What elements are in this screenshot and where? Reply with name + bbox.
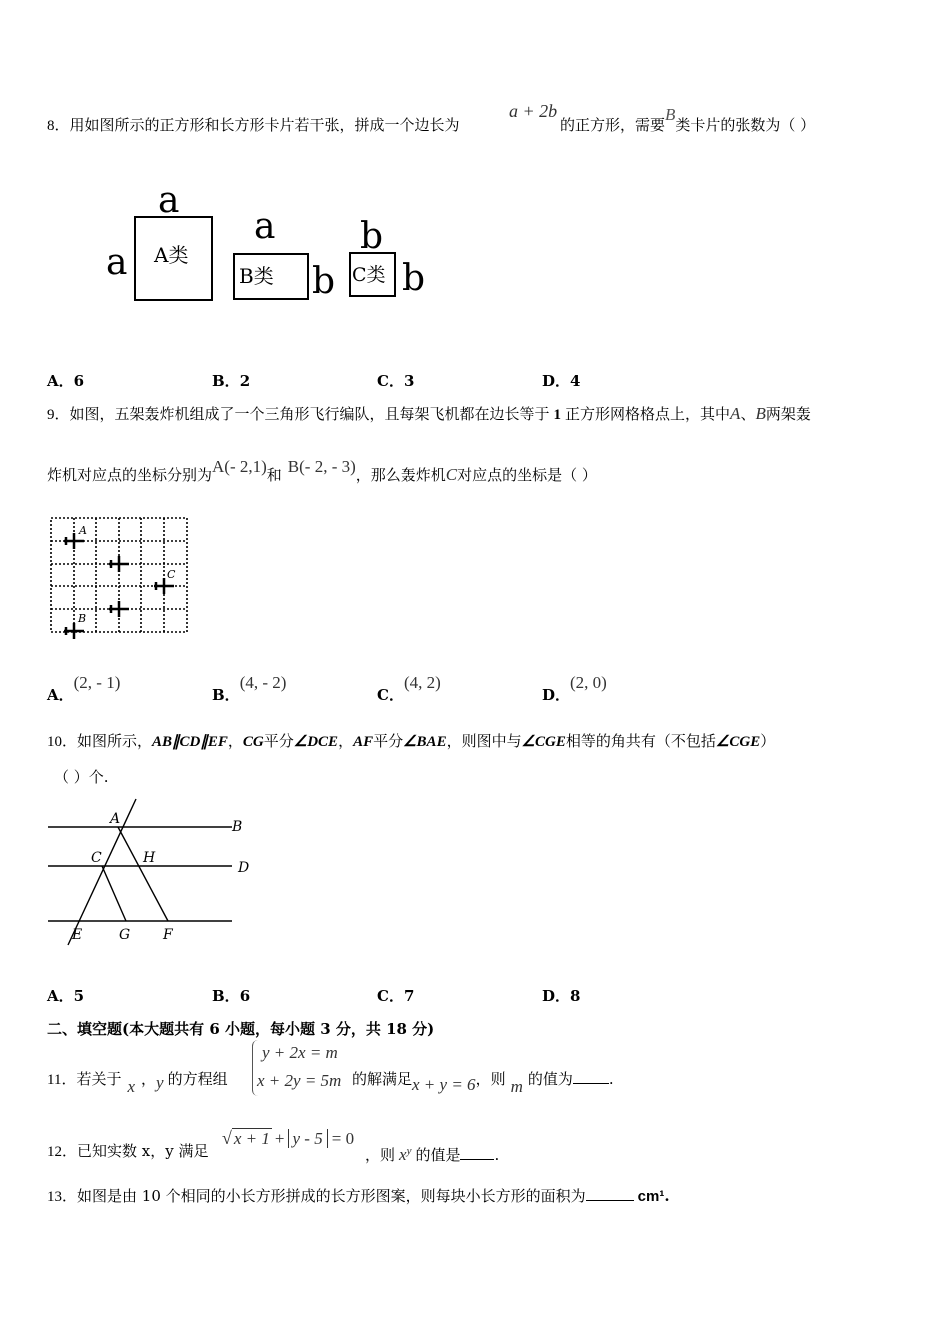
q8-stem-2 — [560, 105, 816, 135]
q8-fig-a-left: a — [106, 242, 128, 283]
q11-var-x: x — [127, 1077, 136, 1096]
q9-coord-a: A(- 2,1) — [212, 457, 267, 476]
q8-fig-c-top: b — [360, 216, 384, 257]
q11-text-b: 的方程组 — [167, 1070, 228, 1088]
q12-text-c: 的值是 — [415, 1146, 461, 1164]
q10-label-c: C — [91, 850, 102, 866]
q12-stem — [47, 1141, 209, 1162]
q8-opt-a-value: 6 — [73, 372, 85, 390]
q10-opt-c-value: 7 — [403, 987, 415, 1005]
q9-opt-b-value: (4, - 2) — [239, 673, 287, 692]
q8-option-d — [542, 370, 580, 391]
q9-option-b — [212, 673, 287, 705]
q9-coord-b: B(- 2, - 3) — [287, 457, 356, 476]
q9-opt-d-value: (2, 0) — [570, 673, 607, 692]
q11-end: . — [608, 1070, 614, 1088]
q10-rel1: AB∥CD∥EF — [152, 734, 228, 750]
q9-plane-b-icon — [64, 623, 84, 639]
q10-label-b: B — [232, 819, 243, 835]
q10-label-g: G — [119, 927, 131, 943]
q9-option-c — [377, 673, 441, 705]
q12-end: . — [494, 1146, 500, 1164]
q13-stem — [47, 1186, 670, 1207]
q10-label-h: H — [143, 850, 156, 866]
q9-option-a — [47, 673, 121, 705]
q9-label-a: A — [79, 524, 87, 537]
q10-line1 — [47, 731, 775, 752]
q11-var-m: m — [510, 1077, 523, 1096]
q12-text-b: ，则 — [365, 1146, 396, 1164]
q11-condition: x + y = 6 — [412, 1075, 476, 1094]
q9-line2-c: 对应点的坐标是（ ） — [457, 466, 597, 484]
q9-opt-c-value: (4, 2) — [403, 673, 441, 692]
q9-label-c: C — [167, 568, 176, 581]
q11-text-c: 的解满足 — [352, 1070, 413, 1088]
q9-opt-a-value: (2, - 1) — [73, 673, 121, 692]
q8-opt-d-value: 4 — [570, 372, 581, 390]
q10-label-f: F — [163, 927, 173, 943]
q12-equation — [222, 1128, 354, 1149]
q12-plus: + — [274, 1129, 285, 1148]
q10-label-d: D — [238, 860, 250, 876]
q11-stem-2 — [352, 1069, 614, 1096]
q8-var-b: B — [665, 105, 676, 124]
q10-option-c — [377, 985, 414, 1006]
q8-card-b-label: B类 — [239, 264, 274, 288]
q10-option-b — [212, 985, 250, 1006]
q11-number: 11． — [47, 1072, 77, 1088]
q9-number: 9． — [47, 407, 70, 423]
q9-line1-b: 正方形网格格点上，其中 — [565, 405, 731, 423]
q10-text-f: ） — [760, 732, 776, 750]
q10-text-b: 平分 — [263, 732, 294, 750]
q8-opt-c-letter: C． — [377, 372, 404, 390]
q8-fig-a-top: a — [158, 180, 180, 221]
q12-sqrt-icon: √ — [222, 1128, 232, 1148]
q12-sqrt-arg: x + 1 — [233, 1129, 270, 1148]
q10-label-e: E — [72, 927, 83, 943]
q9-line1 — [47, 404, 811, 425]
q8-card-c-label: C类 — [352, 264, 386, 286]
q8-opt-d-letter: D． — [542, 372, 571, 390]
q8-opt-b-letter: B． — [212, 372, 240, 390]
q11-eq1: y + 2x = m — [262, 1043, 338, 1062]
q12-answer-blank — [460, 1159, 494, 1160]
q10-text-a: 如图所示， — [77, 732, 153, 750]
q11-comma: ， — [141, 1070, 157, 1088]
q8-option-c — [377, 370, 414, 391]
q9-opt-b-letter: B． — [212, 686, 240, 704]
q9-line2 — [47, 457, 597, 485]
q9-var-c: C — [445, 465, 458, 484]
q10-ang4: ∠CGE — [715, 734, 761, 750]
q10-line2: （ ）个. — [54, 768, 109, 786]
q10-ang1: ∠DCE — [293, 734, 339, 750]
q13-end: . — [664, 1187, 670, 1205]
q10-label-a: A — [110, 811, 121, 827]
q10-opt-a-value: 5 — [73, 987, 85, 1005]
q8-fig-b-right: b — [312, 261, 336, 302]
q12-stem-2 — [365, 1141, 499, 1165]
q10-ang2: ∠BAE — [403, 734, 447, 750]
q10-opt-d-value: 8 — [570, 987, 581, 1005]
q11-eq2: x + 2y = 5m — [257, 1071, 342, 1090]
q11-text-e: 的值为 — [527, 1070, 573, 1088]
q8-text-b: 的正方形，需要 — [560, 116, 666, 134]
q8-opt-a-letter: A． — [47, 372, 74, 390]
q10-number: 10． — [47, 734, 78, 750]
q10-rel2: CG — [242, 734, 264, 750]
q12-number: 12． — [47, 1144, 78, 1160]
q12-text-a: 已知实数 x，y 满足 — [77, 1142, 209, 1160]
q8-fig-b-top: a — [254, 206, 276, 247]
q11-stem — [47, 1069, 228, 1096]
q10-comma2: ， — [338, 732, 354, 750]
q9-and: 和 — [266, 466, 282, 484]
q11-var-y: y — [156, 1073, 164, 1092]
q13-unit: cm¹ — [637, 1188, 665, 1205]
q8-stem — [47, 115, 460, 136]
q9-opt-c-letter: C． — [377, 686, 404, 704]
q9-opt-d-letter: D． — [542, 686, 571, 704]
q11-text-a: 若关于 — [76, 1070, 122, 1088]
q10-opt-a-letter: A． — [47, 987, 74, 1005]
q8-expr: a + 2b — [509, 101, 558, 121]
q10-opt-b-value: 6 — [239, 987, 251, 1005]
q11-text-d: ，则 — [475, 1070, 506, 1088]
q9-plane-icon — [109, 601, 129, 617]
q9-var-a: A — [730, 404, 741, 423]
q10-opt-d-letter: D． — [542, 987, 571, 1005]
q9-line2-a: 炸机对应点的坐标分别为 — [47, 466, 213, 484]
q8-option-a — [47, 370, 84, 391]
q9-grid-figure — [44, 512, 194, 642]
q10-text-d: ，则图中与 — [446, 732, 522, 750]
q8-fig-c-right: b — [402, 258, 426, 299]
q10-option-a — [47, 985, 84, 1006]
q12-abs-arg: y - 5 — [288, 1129, 328, 1148]
q10-opt-c-letter: C． — [377, 987, 404, 1005]
q10-comma1: ， — [227, 732, 243, 750]
q10-ang3: ∠CGE — [521, 734, 566, 750]
q8-opt-b-value: 2 — [239, 372, 251, 390]
q10-opt-b-letter: B． — [212, 987, 240, 1005]
q9-var-b: B — [755, 404, 766, 423]
q9-option-d — [542, 673, 607, 705]
q8-card-a-label: A类 — [154, 243, 189, 267]
section-2-title: 二、填空题(本大题共有 6 小题，每小题 3 分，共 18 分) — [47, 1020, 435, 1038]
q10-parallel-lines-figure — [44, 797, 259, 949]
q10-rel3: AF — [353, 734, 374, 750]
q8-text-c: 类卡片的张数为（ ） — [675, 116, 816, 134]
q9-sep: 、 — [740, 405, 756, 423]
q12-eq-zero: = 0 — [331, 1129, 355, 1148]
q8-number: 8． — [47, 118, 70, 134]
q13-text-a: 如图是由 10 个相同的小长方形拼成的长方形图案，则每块小长方形的面积为 — [77, 1187, 586, 1205]
q9-line1-c: 两架轰 — [765, 405, 811, 423]
q12-pow-base: x — [399, 1145, 407, 1164]
q11-answer-blank — [573, 1083, 609, 1084]
q9-label-b: B — [78, 612, 87, 625]
q8-opt-c-value: 3 — [403, 372, 415, 390]
q8-option-b — [212, 370, 250, 391]
q10-option-d — [542, 985, 580, 1006]
q9-plane-icon — [109, 556, 129, 572]
q13-number: 13． — [47, 1189, 78, 1205]
q10-text-e: 相等的角共有（不包括 — [565, 732, 716, 750]
q9-opt-a-letter: A． — [47, 686, 74, 704]
q12-pow-exp: y — [406, 1145, 412, 1157]
q8-cards-figure — [100, 178, 440, 308]
q9-line2-b: ，那么轰炸机 — [355, 466, 446, 484]
q8-text-a: 用如图所示的正方形和长方形卡片若干张，拼成一个边长为 — [69, 116, 460, 134]
q13-answer-blank — [586, 1200, 634, 1201]
q9-one: 1 — [553, 407, 562, 423]
q10-text-c: 平分 — [373, 732, 404, 750]
q9-line1-a: 如图，五架轰炸机组成了一个三角形飞行编队，且每架飞机都在边长等于 — [69, 405, 550, 423]
